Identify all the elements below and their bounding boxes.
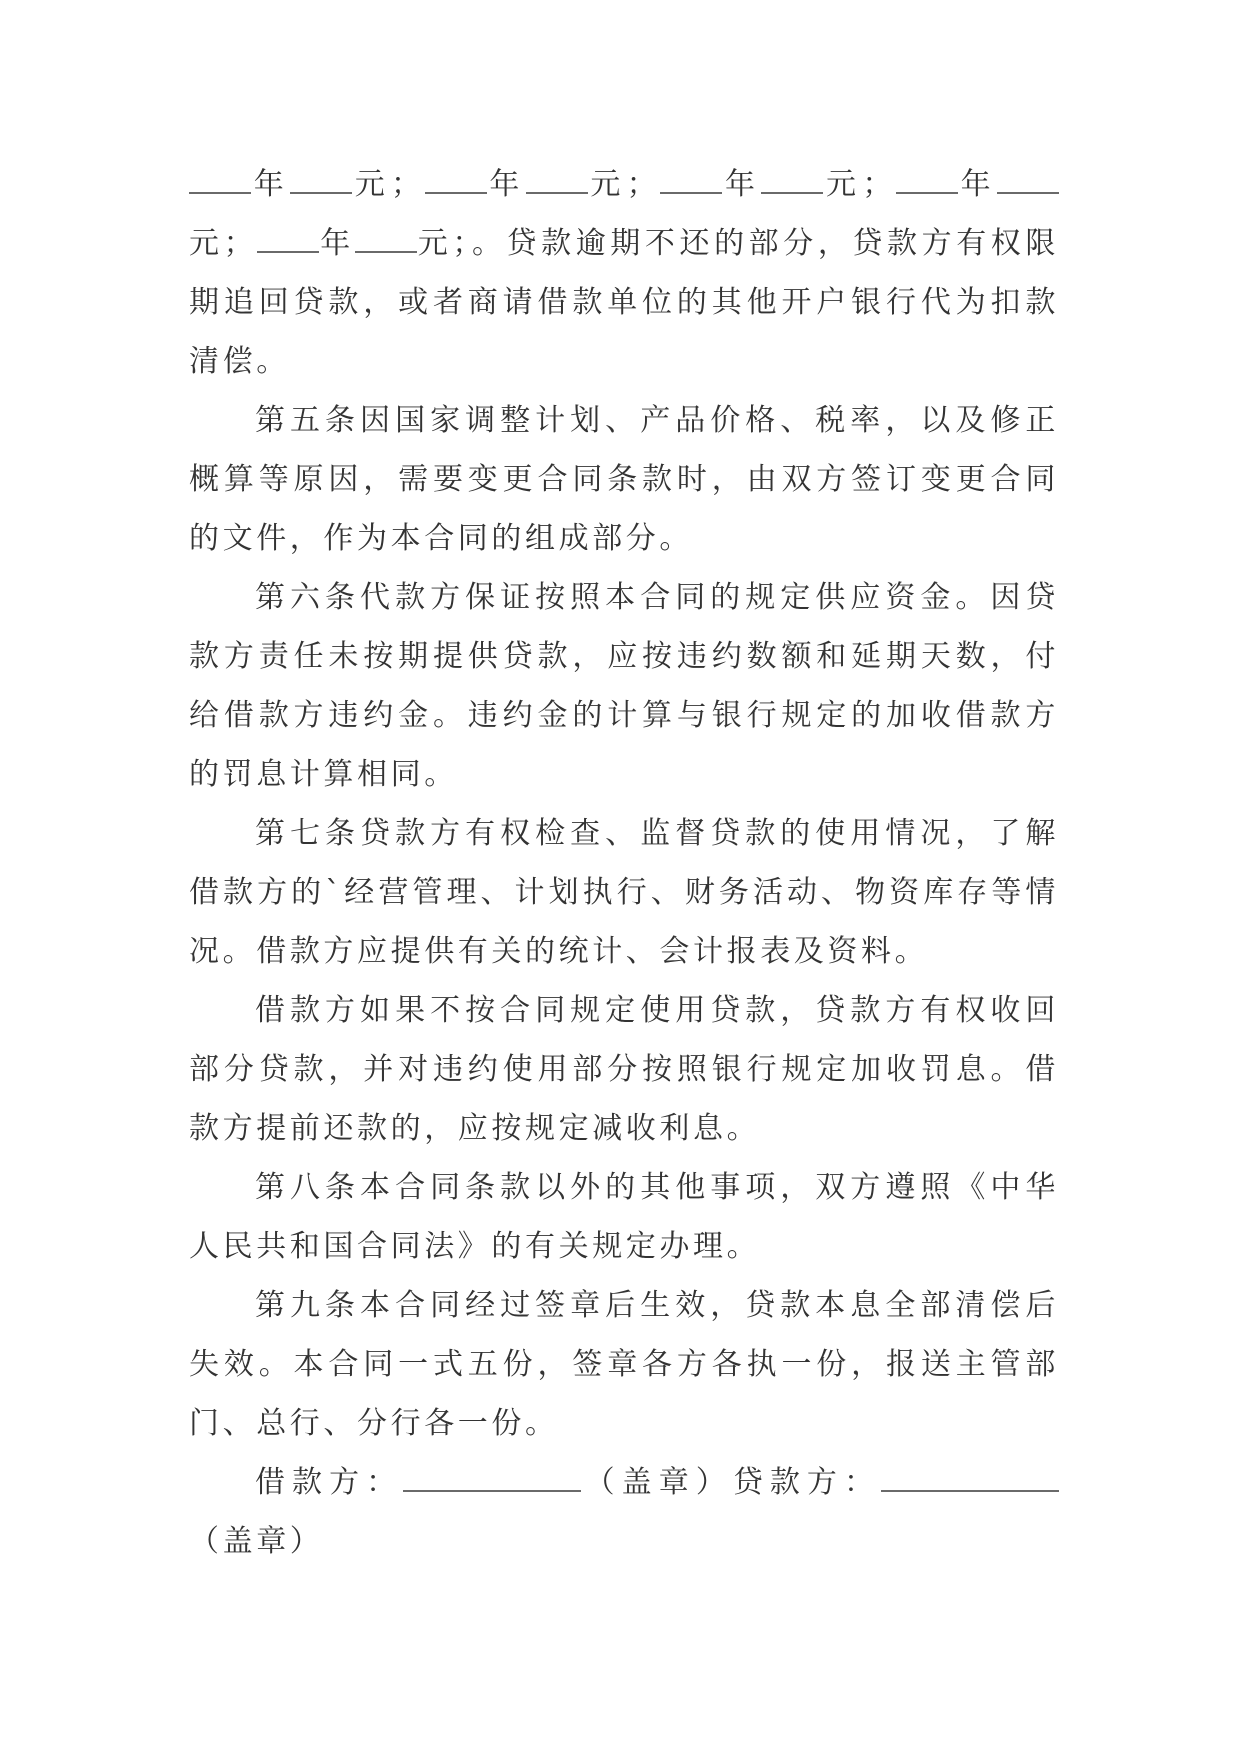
signature-line (189, 1453, 1059, 1571)
yuan-label: 元 (189, 226, 224, 261)
year-blank (660, 172, 722, 194)
amount-blank (761, 172, 823, 194)
year-blank (896, 172, 958, 194)
yuan-label: 元 (352, 167, 392, 202)
amount-blank (290, 172, 352, 194)
article-7: 第七条贷款方有权检查、监督贷款的使用情况，了解借款方的`经营管理、计划执行、财务活动、物资库存等情况。借款方应提供有关的统计、会计报表及资料。 (189, 816, 1059, 969)
separator: ； (862, 167, 896, 202)
contract-body (189, 155, 1059, 1571)
article-5: 第五条因国家调整计划、产品价格、税率，以及修正概算等原因，需要变更合同条款时，由双方签订变更合同的文件，作为本合同的组成部分。 (189, 403, 1059, 556)
borrower-signature-blank (403, 1470, 581, 1492)
lender-label: 贷款方： (732, 1465, 881, 1500)
lender-signature-blank (881, 1470, 1059, 1492)
separator: ； (223, 226, 258, 261)
amount-blank (526, 172, 588, 194)
article-6: 第六条代款方保证按照本合同的规定供应资金。因贷款方责任未按期提供贷款，应按违约数额和延期天数，付给借款方违约金。违约金的计算与银行规定的加收借款方的罚息计算相同。 (189, 580, 1059, 792)
year-label: 年 (319, 226, 355, 261)
borrower-seal: （盖章） (581, 1465, 733, 1500)
year-label: 年 (722, 167, 762, 202)
year-label: 年 (486, 167, 526, 202)
payment-schedule-paragraph (189, 155, 1059, 391)
year-blank (189, 172, 251, 194)
article-7-continuation: 借款方如果不按合同规定使用贷款，贷款方有权收回部分贷款，并对违约使用部分按照银行规定加收罚息。借款方提前还款的，应按规定减收利息。 (189, 993, 1059, 1146)
separator: ； (626, 167, 661, 202)
year-label: 年 (957, 167, 997, 202)
year-label: 年 (251, 167, 291, 202)
article-9: 第九条本合同经过签章后生效，贷款本息全部清偿后失效。本合同一式五份，签章各方各执一份，报送主管部门、总行、分行各一份。 (189, 1288, 1059, 1441)
yuan-label: 元 (587, 167, 627, 202)
separator: ； (391, 167, 425, 202)
borrower-label: 借款方： (255, 1465, 404, 1500)
amount-blank (355, 231, 417, 253)
yuan-label: 元 (416, 226, 453, 261)
amount-blank (997, 172, 1059, 194)
year-blank (425, 172, 487, 194)
overdue-clause-text: ；。贷款逾期不还的部分，贷款方有权限期追回贷款，或者商请借款单位的其他开户银行代为扣款清偿。 (189, 226, 1059, 379)
year-blank (257, 231, 319, 253)
article-8: 第八条本合同条款以外的其他事项，双方遵照《中华人民共和国合同法》的有关规定办理。 (189, 1170, 1059, 1264)
lender-seal: （盖章） (189, 1524, 324, 1559)
yuan-label: 元 (823, 167, 863, 202)
